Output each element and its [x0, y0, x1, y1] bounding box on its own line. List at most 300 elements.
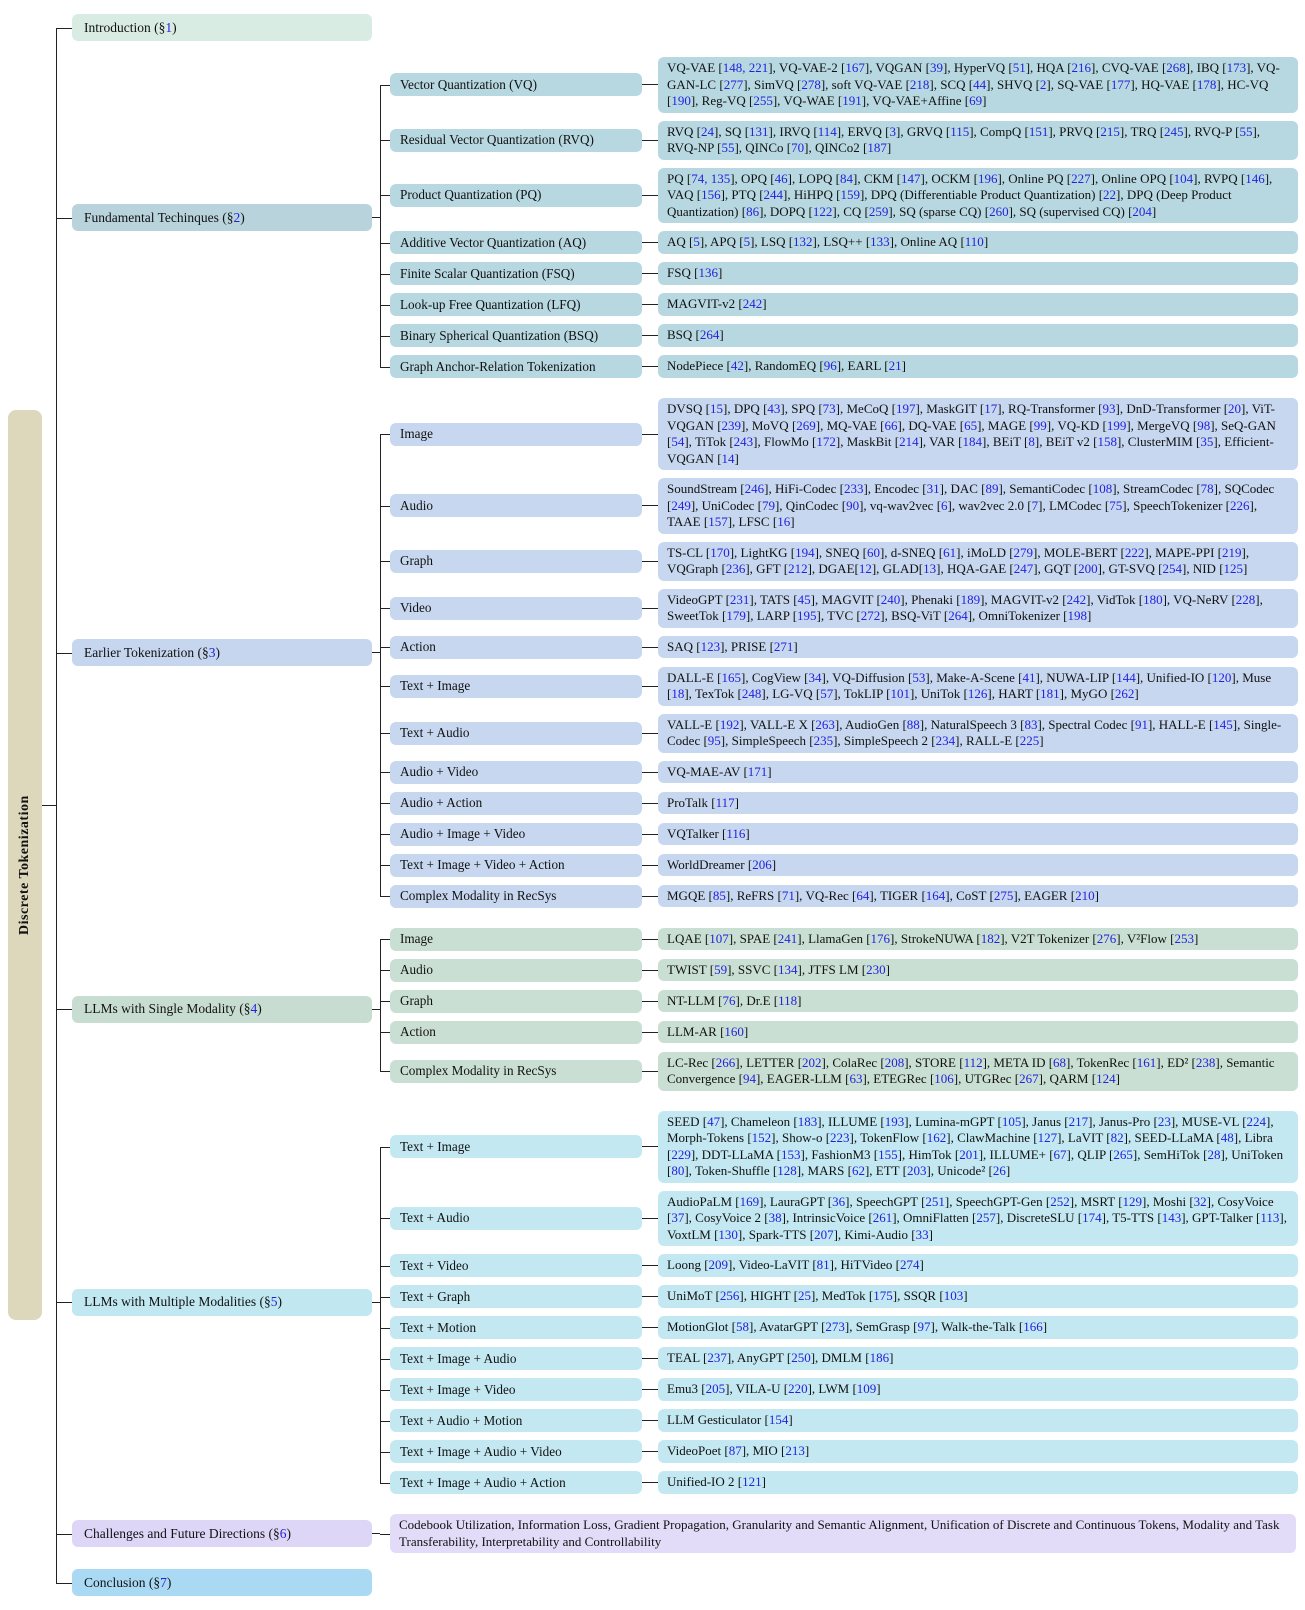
citation-link[interactable]: 107: [709, 930, 729, 946]
citation-link[interactable]: 51: [1012, 60, 1026, 75]
citation-link[interactable]: 15: [709, 401, 723, 416]
citation-link[interactable]: 43: [767, 401, 781, 416]
citation-link[interactable]: 190: [671, 93, 691, 108]
citation-link[interactable]: 182: [980, 930, 1001, 946]
citation-link[interactable]: 132: [793, 234, 813, 250]
citation-link[interactable]: 90: [846, 497, 860, 513]
citation-link[interactable]: 54: [671, 434, 685, 449]
category-text-image-audio-video: Text + Image + Audio + Video: [390, 1440, 642, 1463]
citation-link[interactable]: 278: [801, 76, 821, 92]
citation-link[interactable]: 189: [960, 591, 981, 607]
citation-link[interactable]: 35: [1200, 434, 1214, 449]
citation-link[interactable]: 203: [906, 1163, 927, 1178]
citation-link[interactable]: 109: [856, 1381, 877, 1397]
citation-link[interactable]: 25: [797, 1288, 811, 1304]
citation-link[interactable]: 110: [964, 234, 984, 250]
citation-link[interactable]: 164: [925, 887, 946, 903]
citation-link[interactable]: 178: [1196, 76, 1217, 92]
citation-link[interactable]: 198: [1067, 608, 1087, 623]
category-audio-image-video: Audio + Image + Video: [390, 823, 642, 846]
citation-link[interactable]: 131: [749, 123, 769, 139]
citation-link[interactable]: 245: [1164, 123, 1184, 139]
section-link[interactable]: 6: [279, 1525, 287, 1541]
citation-link[interactable]: 229: [671, 1146, 691, 1162]
citation-link[interactable]: 176: [870, 930, 891, 946]
citation-link[interactable]: 208: [884, 1054, 905, 1070]
citation-link[interactable]: 18: [671, 686, 685, 701]
tree-row: [56, 388, 1298, 918]
citation-link[interactable]: 60: [866, 544, 880, 560]
citation-link[interactable]: 86: [746, 203, 760, 219]
citation-link[interactable]: 180: [1143, 591, 1163, 607]
citation-link[interactable]: 151: [1028, 123, 1049, 139]
citation-link[interactable]: 193: [884, 1113, 905, 1129]
citation-link[interactable]: 184: [962, 434, 983, 449]
citation-link[interactable]: 95: [707, 733, 721, 748]
connector: [642, 242, 658, 243]
citation-link[interactable]: 5: [743, 234, 751, 250]
section-link[interactable]: 5: [270, 1294, 278, 1310]
citation-link[interactable]: 127: [1037, 1130, 1058, 1145]
citation-link[interactable]: 175: [873, 1288, 893, 1304]
citation-link[interactable]: 161: [1136, 1054, 1157, 1070]
citation-link[interactable]: 145: [1213, 716, 1233, 732]
citation-link[interactable]: 82: [1110, 1130, 1124, 1145]
citation-link[interactable]: 24: [701, 123, 714, 139]
citation-link[interactable]: 240: [880, 591, 901, 607]
connector: [642, 970, 658, 971]
tree-row: [380, 394, 1298, 474]
citation-link[interactable]: 126: [967, 686, 988, 701]
citation-link[interactable]: 69: [969, 93, 983, 108]
tree-row: [380, 289, 1298, 320]
citation-link[interactable]: 155: [878, 1146, 898, 1162]
citation-link[interactable]: 256: [719, 1288, 740, 1304]
citation-link[interactable]: 219: [1221, 544, 1242, 560]
citation-link[interactable]: 254: [1162, 561, 1183, 576]
citation-link[interactable]: 118: [778, 992, 798, 1008]
citation-link[interactable]: 205: [705, 1381, 726, 1397]
citation-link[interactable]: 134: [778, 961, 798, 977]
connector: [642, 772, 658, 773]
leaf-text-motion: MotionGlot [58], AvatarGPT [273], SemGrasp [97], Walk-the-Talk [166]: [658, 1316, 1298, 1339]
leaf-text-image: SEED [47], Chameleon [183], ILLUME [193], Lumina-mGPT [105], Janus [217], Janus-Pro [23], MUSE-VL [224], Morph-Tokens [152], Show-o [223], TokenFlow [162], ClawMachine [127], LaVIT [82], SEED-LLaMA [48], Libra [229], DDT-LLaMA [153], FashionM3 [155], HimTok [201], ILLUME+ [67], QLIP [265], SemHiTok [28], UniToken [80], Token-Shuffle [128], MARS [62], ETT [203], Unicode² [26]: [658, 1111, 1298, 1183]
citation-link[interactable]: 267: [1019, 1071, 1039, 1086]
citation-link[interactable]: 48: [1220, 1130, 1234, 1145]
citation-link[interactable]: 79: [761, 497, 775, 513]
citation-link[interactable]: 261: [872, 1210, 893, 1225]
category-residual-vector-quantization-rvq: Residual Vector Quantization (RVQ): [390, 129, 642, 152]
citation-link[interactable]: 16: [777, 514, 791, 529]
citation-link[interactable]: 251: [925, 1193, 945, 1209]
citation-link[interactable]: 14: [721, 450, 735, 466]
citation-link[interactable]: 120: [1211, 669, 1232, 685]
citation-link[interactable]: 201: [959, 1146, 979, 1162]
connector: [642, 647, 658, 648]
citation-link[interactable]: 253: [1174, 930, 1194, 946]
citation-link[interactable]: 255: [753, 93, 773, 108]
citation-link[interactable]: 46: [774, 170, 788, 186]
leaf-audio-action: ProTalk [117]: [658, 792, 1298, 815]
citation-link[interactable]: 87: [728, 1443, 742, 1459]
citation-link[interactable]: 231: [729, 591, 750, 607]
citation-link[interactable]: 242: [742, 296, 763, 312]
leaf-text-image-audio: TEAL [237], AnyGPT [250], DMLM [186]: [658, 1347, 1298, 1370]
citation-link[interactable]: 186: [869, 1350, 890, 1366]
citation-link[interactable]: 244: [763, 187, 784, 202]
citation-link[interactable]: 123: [700, 638, 721, 654]
citation-link[interactable]: 12: [858, 561, 872, 576]
citation-link[interactable]: 204: [1132, 203, 1152, 219]
citation-link[interactable]: 275: [993, 887, 1014, 903]
connector: [642, 939, 658, 940]
tree-row: [380, 351, 1298, 382]
citation-link[interactable]: 194: [795, 544, 815, 560]
citation-link[interactable]: 45: [797, 591, 811, 607]
section-introduction-1: Introduction (§ 1 ): [72, 14, 372, 41]
citation-link[interactable]: 181: [1040, 686, 1060, 701]
citation-link[interactable]: 65: [964, 417, 978, 433]
citation-link[interactable]: 249: [671, 497, 691, 513]
citation-link[interactable]: 210: [1075, 887, 1095, 903]
tree-row: [380, 117, 1298, 164]
leaf-challenges-and-future-directions-6: Codebook Utilization, Information Loss, Gradient Propagation, Granularity and Semantic Alignment, Unification of Discrete and Continuous Tokens, Modality and Task Transferability, Interpretability and Controllability: [390, 1514, 1296, 1553]
citation-link[interactable]: 214: [899, 434, 919, 449]
citation-link[interactable]: 202: [802, 1054, 822, 1070]
citation-link[interactable]: 55: [721, 140, 735, 155]
citation-link[interactable]: 98: [1197, 417, 1211, 433]
citation-link[interactable]: 23: [1157, 1113, 1171, 1129]
citation-link[interactable]: 228: [1235, 591, 1256, 607]
citation-link[interactable]: 263: [815, 716, 835, 732]
citation-link[interactable]: 171: [747, 763, 768, 779]
connector: [642, 1358, 658, 1359]
citation-link[interactable]: 238: [1195, 1054, 1216, 1070]
tree-row: [380, 1343, 1298, 1374]
citation-link[interactable]: 89: [985, 481, 999, 496]
citation-link[interactable]: 31: [926, 481, 940, 496]
citation-link[interactable]: 187: [867, 140, 887, 155]
citation-link[interactable]: 248: [741, 686, 762, 701]
citation-link[interactable]: 200: [1078, 561, 1098, 576]
citation-link[interactable]: 97: [917, 1319, 931, 1335]
citation-link[interactable]: 99: [1033, 417, 1047, 433]
citation-link[interactable]: 75: [1109, 497, 1123, 513]
tree-row: [380, 164, 1298, 228]
citation-link[interactable]: 224: [1246, 1113, 1267, 1129]
citation-link[interactable]: 260: [989, 203, 1009, 219]
citation-link[interactable]: 247: [1013, 561, 1034, 576]
citation-link[interactable]: 36: [832, 1193, 846, 1209]
citation-link[interactable]: 21: [888, 358, 902, 374]
citation-link[interactable]: 94: [742, 1071, 756, 1086]
citation-link[interactable]: 76: [722, 992, 736, 1008]
citation-link[interactable]: 246: [744, 481, 765, 496]
citation-link[interactable]: 103: [943, 1288, 964, 1304]
citation-link[interactable]: 106: [934, 1071, 954, 1086]
citation-link[interactable]: 157: [708, 514, 728, 529]
citation-link[interactable]: 66: [884, 417, 898, 433]
citation-link[interactable]: 124: [1096, 1071, 1116, 1086]
citation-link[interactable]: 206: [752, 856, 772, 872]
citation-link[interactable]: 41: [1022, 669, 1036, 685]
citation-link[interactable]: 28: [1207, 1146, 1221, 1162]
citation-link[interactable]: 6: [941, 497, 948, 513]
citation-link[interactable]: 84: [839, 170, 853, 186]
citation-link[interactable]: 153: [781, 1146, 801, 1162]
citation-link[interactable]: 81: [816, 1257, 830, 1273]
citation-link[interactable]: 38: [768, 1210, 782, 1225]
citation-link[interactable]: 128: [777, 1163, 797, 1178]
citation-link[interactable]: 101: [890, 686, 910, 701]
leaf-product-quantization-pq: PQ [74, 135], OPQ [46], LOPQ [84], CKM [147], OCKM [196], Online PQ [227], Online OPQ [104], RVPQ [146], VAQ [156], PTQ [244], HiHPQ [159], DPQ (Differentiable Product Quantization) [22], DPQ (Deep Product Quantization) [86], DOPQ [122], CQ [259], SQ (sparse CQ) [260], SQ (supervised CQ) [204]: [658, 168, 1298, 224]
citation-link[interactable]: 73: [822, 401, 836, 416]
citation-link[interactable]: 42: [730, 358, 744, 374]
citation-link[interactable]: 105: [1001, 1113, 1022, 1129]
citation-link[interactable]: 212: [788, 561, 808, 576]
category-vector-quantization-vq: Vector Quantization (VQ): [390, 73, 642, 96]
citation-link[interactable]: 269: [796, 417, 816, 433]
citation-link[interactable]: 223: [830, 1130, 850, 1145]
citation-link[interactable]: 121: [742, 1474, 762, 1490]
citation-link[interactable]: 239: [721, 417, 742, 433]
citation-link[interactable]: 274: [900, 1257, 920, 1273]
citation-link[interactable]: 207: [814, 1226, 834, 1242]
citation-link[interactable]: 34: [808, 669, 822, 685]
citation-link[interactable]: 74, 135: [691, 170, 731, 186]
citation-link[interactable]: 227: [1071, 170, 1091, 186]
citation-link[interactable]: 67: [1053, 1146, 1067, 1162]
tree-row: [380, 924, 1298, 955]
citation-link[interactable]: 61: [943, 544, 957, 560]
citation-link[interactable]: 215: [1100, 123, 1120, 139]
citation-link[interactable]: 64: [856, 887, 870, 903]
citation-link[interactable]: 158: [1097, 434, 1117, 449]
citation-link[interactable]: 44: [973, 76, 987, 92]
citation-link[interactable]: 277: [723, 76, 744, 92]
citation-link[interactable]: 80: [671, 1163, 685, 1178]
citation-link[interactable]: 250: [791, 1350, 811, 1366]
citation-link[interactable]: 235: [813, 733, 834, 748]
connector: [372, 652, 380, 653]
citation-link[interactable]: 216: [1071, 60, 1092, 75]
citation-link[interactable]: 5: [693, 234, 700, 250]
citation-link[interactable]: 144: [1116, 669, 1136, 685]
citation-link[interactable]: 259: [868, 203, 889, 219]
citation-link[interactable]: 37: [671, 1210, 685, 1225]
leaf-text-image: DALL-E [165], CogView [34], VQ-Diffusion [53], Make-A-Scene [41], NUWA-LIP [144], Unified-IO [120], Muse [18], TexTok [248], LG-VQ [57], TokLIP [101], UniTok [126], HART [181], MyGO [262]: [658, 667, 1298, 706]
citation-link[interactable]: 197: [895, 401, 916, 416]
citation-link[interactable]: 71: [781, 887, 795, 903]
citation-link[interactable]: 272: [860, 608, 881, 623]
citation-link[interactable]: 133: [870, 234, 890, 250]
connector: [642, 1146, 658, 1147]
citation-link[interactable]: 183: [797, 1113, 818, 1129]
tree-row: [380, 881, 1298, 912]
connector: [642, 608, 658, 609]
citation-link[interactable]: 2: [1039, 76, 1047, 92]
citation-link[interactable]: 243: [733, 434, 754, 449]
citation-link[interactable]: 225: [1019, 733, 1040, 748]
citation-link[interactable]: 147: [901, 170, 921, 186]
citation-link[interactable]: 96: [823, 358, 837, 374]
citation-link[interactable]: 53: [912, 669, 926, 685]
citation-link[interactable]: 195: [797, 608, 817, 623]
section-link[interactable]: 3: [208, 644, 216, 660]
citation-link[interactable]: 222: [1124, 544, 1145, 560]
citation-link[interactable]: 32: [1193, 1193, 1207, 1209]
section-conclusion-7: Conclusion (§ 7 ): [72, 1569, 372, 1596]
connector: [642, 561, 658, 562]
citation-link[interactable]: 93: [1102, 401, 1116, 416]
citation-link[interactable]: 160: [724, 1023, 744, 1039]
citation-link[interactable]: 234: [935, 733, 956, 748]
tree-row: [56, 8, 1298, 47]
citation-link[interactable]: 174: [1082, 1210, 1102, 1225]
citation-link[interactable]: 129: [1122, 1193, 1143, 1209]
citation-link[interactable]: 130: [718, 1226, 738, 1242]
citation-link[interactable]: 68: [1053, 1054, 1067, 1070]
citation-link[interactable]: 257: [976, 1210, 996, 1225]
citation-link[interactable]: 199: [1106, 417, 1127, 433]
section-link[interactable]: 7: [160, 1574, 167, 1590]
citation-link[interactable]: 162: [926, 1130, 947, 1145]
citation-link[interactable]: 169: [739, 1193, 760, 1209]
citation-link[interactable]: 33: [915, 1226, 929, 1242]
citation-link[interactable]: 230: [866, 961, 886, 977]
citation-link[interactable]: 115: [950, 123, 970, 139]
citation-link[interactable]: 220: [788, 1381, 808, 1397]
citation-link[interactable]: 104: [1173, 170, 1194, 186]
citation-link[interactable]: 262: [1114, 686, 1135, 701]
citation-link[interactable]: 17: [984, 401, 998, 416]
citation-link[interactable]: 213: [785, 1443, 805, 1459]
citation-link[interactable]: 112: [963, 1054, 983, 1070]
citation-link[interactable]: 122: [812, 203, 833, 219]
citation-link[interactable]: 279: [1013, 544, 1034, 560]
citation-link[interactable]: 191: [842, 93, 862, 108]
citation-link[interactable]: 59: [714, 961, 728, 977]
citation-link[interactable]: 116: [726, 825, 746, 841]
citation-link[interactable]: 173: [1226, 60, 1247, 75]
leaf-image: LQAE [107], SPAE [241], LlamaGen [176], StrokeNUWA [182], V2T Tokenizer [276], V²Flow [253]: [658, 928, 1298, 951]
citation-link[interactable]: 8: [1028, 434, 1035, 449]
citation-link[interactable]: 7: [1031, 497, 1039, 513]
citation-link[interactable]: 58: [735, 1319, 749, 1335]
citation-link[interactable]: 271: [773, 638, 794, 654]
citation-link[interactable]: 172: [816, 434, 836, 449]
citation-link[interactable]: 152: [751, 1130, 772, 1145]
citation-link[interactable]: 83: [1024, 716, 1038, 732]
citation-link[interactable]: 70: [791, 140, 805, 155]
citation-link[interactable]: 167: [845, 60, 865, 75]
citation-link[interactable]: 57: [820, 686, 834, 701]
category-image: Image: [390, 423, 642, 446]
citation-link[interactable]: 88: [906, 716, 920, 732]
leaf-text-audio: AudioPaLM [169], LauraGPT [36], SpeechGPT [251], SpeechGPT-Gen [252], MSRT [129], Moshi [32], CosyVoice [37], CosyVoice 2 [38], IntrinsicVoice [261], OmniFlatten [257], DiscreteSLU [174], T5-TTS [143], GPT-Talker [113], VoxtLM [130], Spark-TTS [207], Kimi-Audio [33]: [658, 1191, 1298, 1247]
citation-link[interactable]: 265: [1113, 1146, 1133, 1162]
citation-link[interactable]: 217: [1068, 1113, 1089, 1129]
citation-link[interactable]: 91: [1134, 716, 1148, 732]
section-link[interactable]: 4: [250, 1001, 258, 1016]
citation-link[interactable]: 264: [948, 608, 968, 623]
citation-link[interactable]: 148, 221: [722, 60, 769, 75]
connector: [372, 1009, 380, 1010]
citation-link[interactable]: 154: [768, 1412, 789, 1428]
section-link[interactable]: 1: [165, 19, 173, 35]
citation-link[interactable]: 179: [726, 608, 746, 623]
citation-link[interactable]: 143: [1161, 1210, 1182, 1225]
citation-link[interactable]: 62: [851, 1163, 865, 1178]
tree-row: [380, 1187, 1298, 1251]
connector: [642, 1218, 658, 1219]
citation-link[interactable]: 20: [1228, 401, 1242, 416]
citation-link[interactable]: 236: [725, 561, 746, 576]
section-link[interactable]: 2: [233, 209, 241, 225]
citation-link[interactable]: 264: [699, 327, 720, 343]
tree-row: [56, 47, 1298, 388]
citation-link[interactable]: 26: [992, 1163, 1006, 1178]
citation-link[interactable]: 47: [707, 1113, 721, 1129]
tree-row: [380, 632, 1298, 663]
category-graph: Graph: [390, 550, 642, 573]
citation-link[interactable]: 108: [1092, 481, 1113, 496]
citation-link[interactable]: 13: [923, 561, 937, 576]
citation-link[interactable]: 85: [712, 887, 726, 903]
citation-link[interactable]: 166: [1023, 1319, 1043, 1335]
connector: [642, 195, 658, 196]
connector: [642, 505, 658, 506]
category-text-image-video-action: Text + Image + Video + Action: [390, 854, 642, 877]
citation-link[interactable]: 136: [698, 265, 718, 281]
citation-link[interactable]: 226: [1230, 497, 1250, 513]
citation-link[interactable]: 196: [977, 170, 998, 186]
leaf-text-audio-motion: LLM Gesticulator [154]: [658, 1409, 1298, 1432]
citation-link[interactable]: 159: [840, 187, 860, 202]
citation-link[interactable]: 146: [1245, 170, 1265, 186]
citation-link[interactable]: 268: [1166, 60, 1186, 75]
citation-link[interactable]: 55: [1239, 123, 1253, 139]
citation-link[interactable]: 125: [1223, 561, 1244, 576]
citation-link[interactable]: 273: [825, 1319, 845, 1335]
citation-link[interactable]: 209: [708, 1257, 729, 1273]
leaf-text-image-audio-video: VideoPoet [87], MIO [213]: [658, 1440, 1298, 1463]
citation-link[interactable]: 113: [1260, 1210, 1280, 1225]
citation-link[interactable]: 165: [721, 669, 742, 685]
citation-link[interactable]: 242: [1066, 591, 1087, 607]
citation-link[interactable]: 237: [707, 1350, 727, 1366]
citation-link[interactable]: 22: [1103, 187, 1117, 202]
citation-link[interactable]: 252: [1050, 1193, 1070, 1209]
citation-link[interactable]: 39: [930, 60, 944, 75]
citation-link[interactable]: 233: [843, 481, 864, 496]
citation-link[interactable]: 156: [701, 187, 721, 202]
citation-link[interactable]: 177: [1110, 76, 1131, 92]
citation-link[interactable]: 78: [1200, 481, 1214, 496]
citation-link[interactable]: 266: [715, 1054, 736, 1070]
citation-link[interactable]: 241: [777, 930, 798, 946]
citation-link[interactable]: 3: [889, 123, 896, 139]
citation-link[interactable]: 170: [710, 544, 730, 560]
tree-row: [380, 53, 1298, 117]
citation-link[interactable]: 63: [849, 1071, 863, 1086]
citation-link[interactable]: 218: [909, 76, 930, 92]
citation-link[interactable]: 117: [715, 794, 735, 810]
citation-link[interactable]: 114: [817, 123, 837, 139]
citation-link[interactable]: 192: [719, 716, 740, 732]
leaf-vector-quantization-vq: VQ-VAE [148, 221], VQ-VAE-2 [167], VQGAN [39], HyperVQ [51], HQA [216], CVQ-VAE [268], IBQ [173], VQ-GAN-LC [277], SimVQ [278], soft VQ-VAE [218], SCQ [44], SHVQ [2], SQ-VAE [177], HQ-VAE [178], HC-VQ [190], Reg-VQ [255], VQ-WAE [191], VQ-VAE+Affine [69]: [658, 57, 1298, 113]
citation-link[interactable]: 276: [1096, 930, 1117, 946]
